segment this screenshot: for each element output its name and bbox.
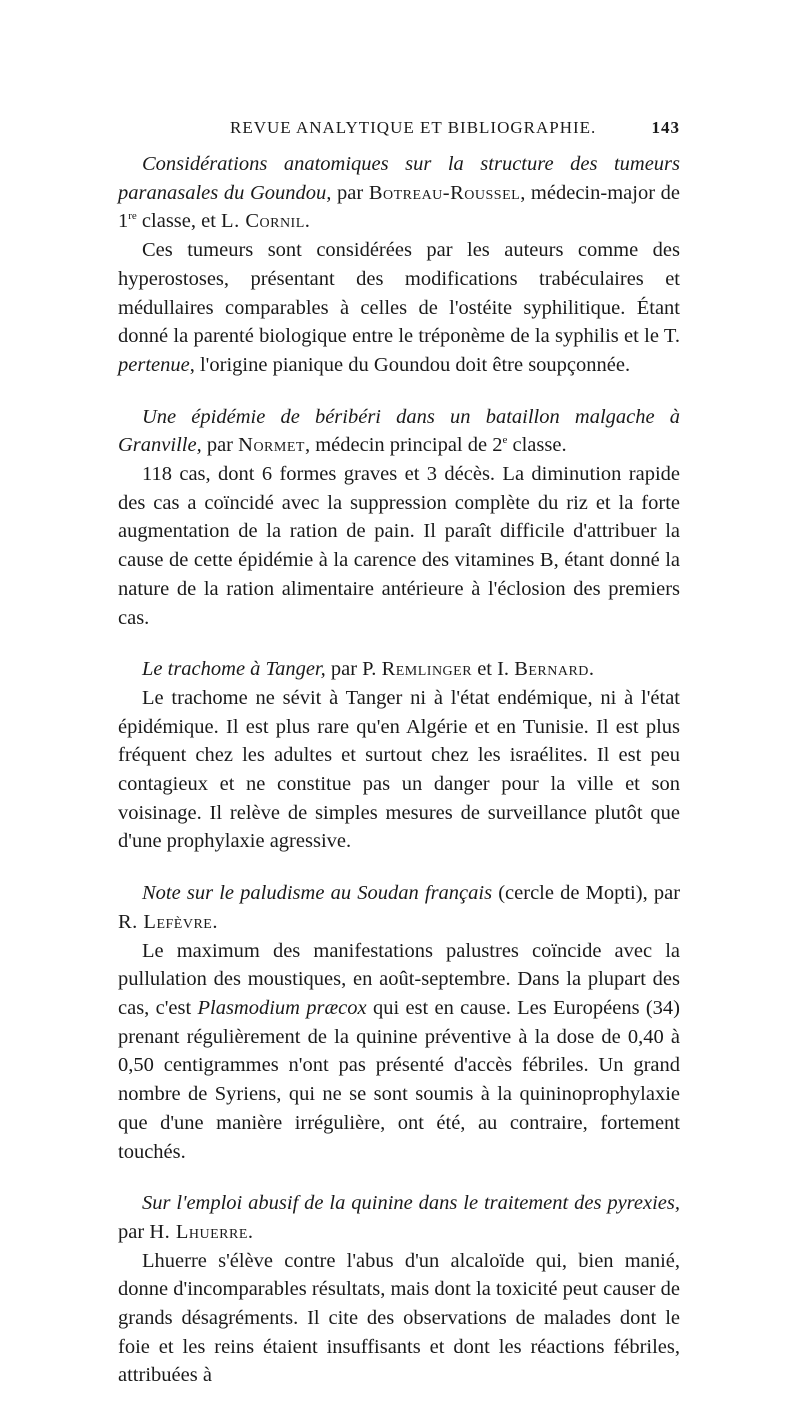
entry-coauthor: Bernard (514, 658, 589, 681)
entry-body (118, 937, 680, 1167)
entry-body-text: Le maximum des manifestations palustres coïncide avec la pullulation des moustiques, en août-septembre. Dans la plupart des cas, c'est (118, 939, 680, 1019)
entry-heading (118, 655, 680, 684)
entry-title: Le trachome à Tanger, (142, 658, 326, 681)
entry-and: et I. (477, 658, 510, 681)
entry-affiliation-sup: e (502, 434, 508, 447)
entry-by: par (337, 181, 364, 204)
entry-heading (118, 403, 680, 460)
entry-paren: (cercle de Mopti), par (498, 882, 681, 905)
page-number: 143 (651, 118, 680, 137)
entry-by: par P. (330, 658, 377, 681)
entry-heading-end: . (588, 658, 595, 681)
entry-author: R. Lefèvre (118, 910, 213, 933)
entry-body-italic: pertenue (118, 353, 190, 376)
entry-heading-end: . (212, 910, 218, 933)
entry-body-end: , l'origine pianique du Goundou doit être soupçonnée. (189, 353, 631, 376)
entry-heading-end: . (304, 210, 310, 233)
entry-coauthor: L. Cornil (221, 210, 305, 233)
entry-title: Sur l'emploi abusif de la quinine dans le traitement des pyrexies, (142, 1192, 680, 1215)
entry-body: 118 cas, dont 6 formes graves et 3 décès. La diminution rapide des cas a coïncidé avec la suppression complète du riz et la forte augmentation de la ration de pain. Il paraît difficile d'attribuer la cause de cette épidémie à la carence des vitamines B, étant donné la nature de la ration alimentaire antérieure à l'éclosion des premiers cas. (118, 463, 680, 629)
entry-affiliation: , médecin principal de 2 (304, 434, 503, 457)
entry-body-italic: Plasmodium præcox (197, 996, 367, 1019)
entry-affiliation-end: classe. (507, 434, 567, 457)
entry-body: Le trachome ne sévit à Tanger ni à l'état endémique, ni à l'état épidémique. Il est plus rare qu'en Algérie et en Tunisie. Il est plus fréquent chez les adultes et surtout chez les israélites. Il est peu contagieux et ne constitue pas un danger pour la ville et son voisinage. Il relève de simples mesures de surveillance plutôt que d'une prophylaxie agressive. (118, 686, 680, 853)
entry-author: Remlinger (381, 658, 473, 681)
entry-heading (118, 879, 680, 936)
entry-quinine (118, 1189, 680, 1390)
entry-author: Normet (238, 434, 305, 457)
entry-heading (118, 1189, 680, 1246)
entry-affiliation: , médecin-major de 1 (118, 181, 680, 233)
entry-heading-end: . (247, 1220, 254, 1243)
entry-by: par (206, 434, 234, 457)
entry-author: Botreau-Roussel (368, 181, 521, 204)
entry-paludisme (118, 879, 680, 1166)
running-head-title: REVUE ANALYTIQUE ET BIBLIOGRAPHIE. (230, 118, 597, 137)
entry-body-text: Ces tumeurs sont considérées par les auteurs comme des hyperostoses, présentant des modifications trabéculaires et médullaires comparables à celles de l'ostéite syphilitique. Étant donné la parenté biologique entre le tréponème de la syphilis et le T. (118, 239, 680, 348)
entry-by: par (118, 1220, 145, 1243)
entry-body (118, 236, 680, 380)
entry-author: H. Lhuerre (149, 1220, 248, 1243)
entry-affiliation-sup: re (128, 210, 137, 223)
article-text (118, 150, 680, 1413)
entry-body: Lhuerre s'élève contre l'abus d'un alcaloïde qui, bien manié, donne d'incomparables résultats, mais dont la toxicité peut causer de grands désagréments. Il cite des observations de malades dont le foie et les reins étaient insuffisants et dont les réactions fébriles, attribuées à (118, 1249, 680, 1387)
entry-heading (118, 150, 680, 236)
entry-goundou (118, 150, 680, 380)
entry-body-end: qui est en cause. Les Européens (34) prenant régulièrement de la quinine préventive à la dose de 0,40 à 0,50 centigrammes n'ont pas présenté d'accès fébriles. Un grand nombre de Syriens, qui ne se sont soumis à la quininoprophylaxie que d'une manière irrégulière, ont été, au contraire, fortement touchés. (118, 996, 681, 1163)
entry-title: Une épidémie de béribéri dans un bataillon malgache à Granville, (118, 405, 680, 457)
entry-trachome (118, 655, 680, 856)
entry-title: Considérations anatomiques sur la structure des tumeurs paranasales du Goundou, (118, 153, 680, 204)
entry-affiliation-end: classe, et (136, 210, 216, 233)
entry-title: Note sur le paludisme au Soudan français (142, 882, 493, 905)
entry-beriberi (118, 403, 680, 633)
